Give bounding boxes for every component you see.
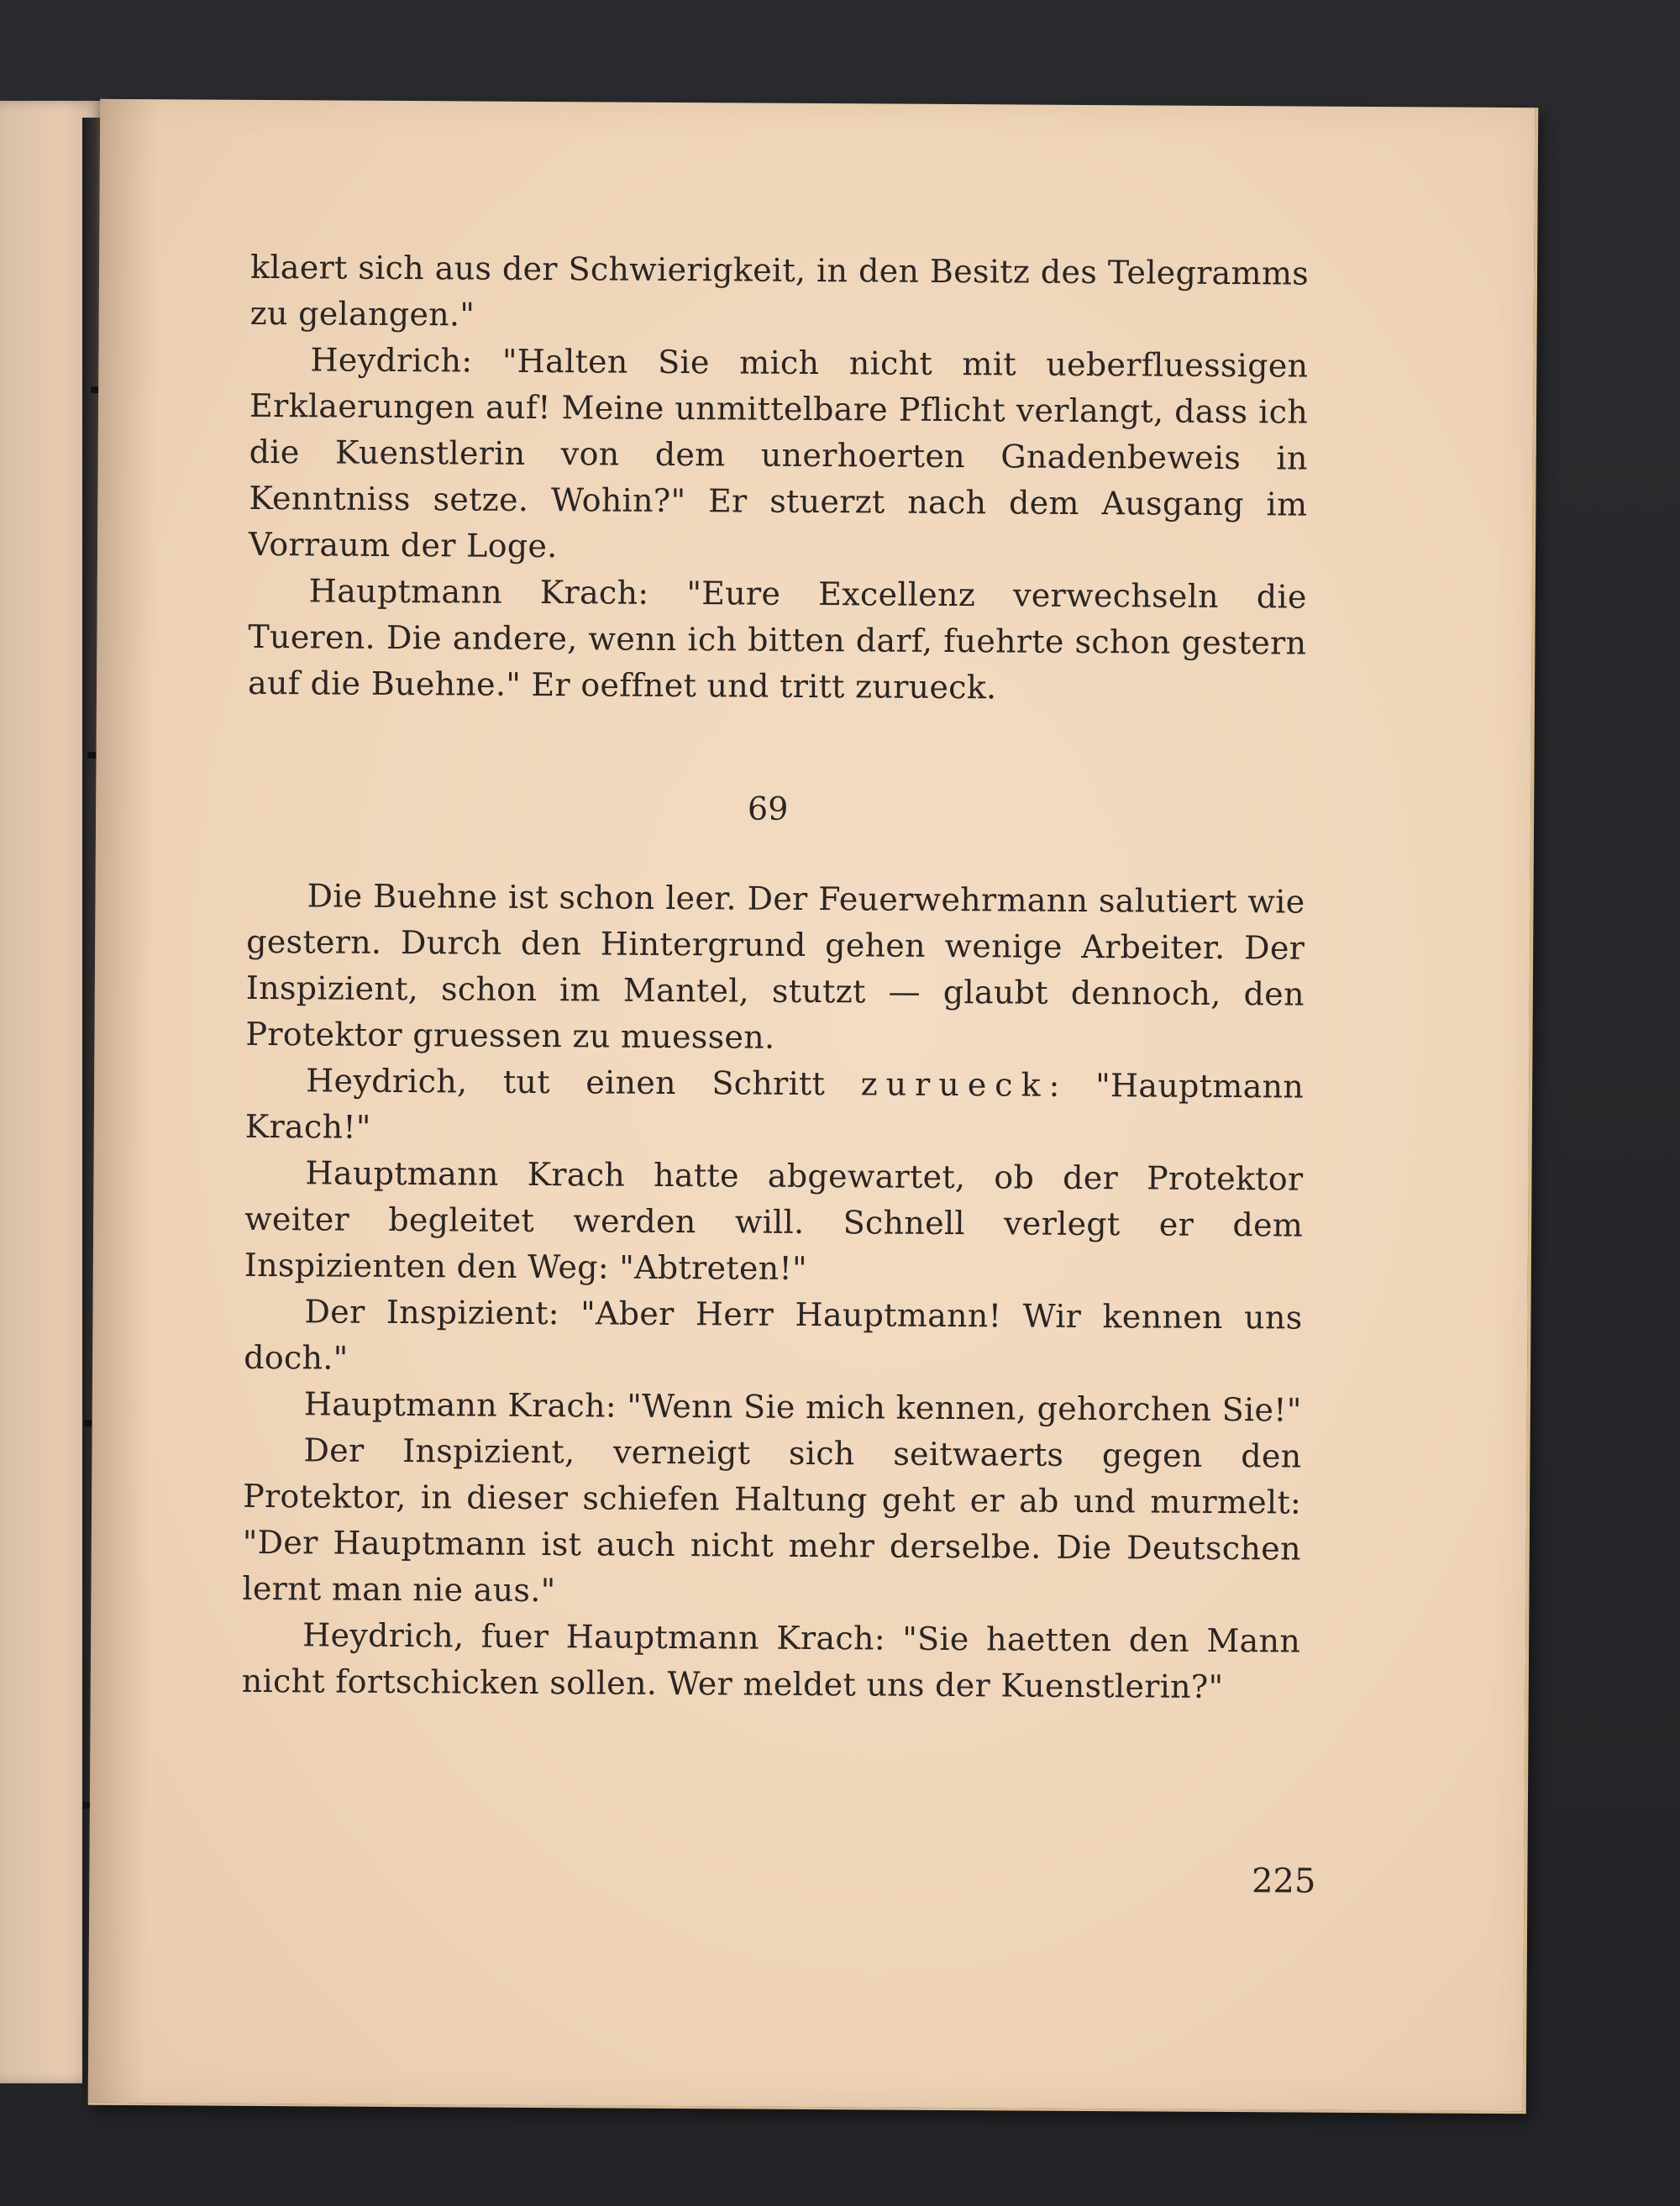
- paragraph: klaert sich aus der Schwierigkeit, in den Besitz des Telegramms zu gelangen.": [249, 248, 1310, 334]
- top-text-block: [248, 244, 1309, 713]
- paragraph-tail: : "Hauptmann Krach!": [244, 1066, 1305, 1146]
- page-number: 225: [1251, 1862, 1316, 1901]
- section-number: 69: [747, 790, 789, 827]
- paragraph: Hauptmann Krach: "Eure Excellenz verwechseln die Tueren. Die andere, wenn ich bitten darf, fuehrte schon gestern auf die Buehne." Er oeffnet und tritt zurueck.: [247, 572, 1307, 706]
- paragraph: Die Buehne ist schon leer. Der Feuerwehrmann salutiert wie gestern. Durch den Hintergrund gehen wenige Arbeiter. Der Inspizient, schon im Mantel, stutzt — glaubt dennoch, den Protektor gruessen zu muessen.: [245, 877, 1305, 1056]
- paragraph: Der Inspizient, verneigt sich seitwaerts gegen den Protektor, in dieser schiefen Haltung geht er ab und murmelt: "Der Hauptmann ist auch nicht mehr derselbe. Die Deutschen lernt man nie aus.": [242, 1431, 1302, 1610]
- paragraph: Hauptmann Krach: "Wenn Sie mich kennen, gehorchen Sie!": [303, 1385, 1302, 1429]
- paragraph: Hauptmann Krach hatte abgewartet, ob der Protektor weiter begleitet werden will. Schnell verlegt er dem Inspizienten den Weg: "Abtreten!": [244, 1154, 1304, 1287]
- bottom-text-block: [242, 873, 1305, 1711]
- paragraph-spaced-line: [245, 1058, 1305, 1157]
- paragraph-lead: Heydrich, tut einen Schritt: [306, 1062, 826, 1103]
- spaced-word: zurueck: [860, 1065, 1049, 1104]
- paragraph: Heydrich, fuer Hauptmann Krach: "Sie haetten den Mann nicht fortschicken sollen. Wer meldet uns der Kuenstlerin?": [241, 1616, 1301, 1705]
- page-inner-shadow: [88, 99, 160, 2103]
- paragraph: Heydrich: "Halten Sie mich nicht mit ueberfluessigen Erklaerungen auf! Meine unmittelbare Pflicht verlangt, dass ich die Kuenstlerin von dem unerhoerten Gnadenbeweis in Kenntniss setze. Wohin?" Er stuerzt nach dem Ausgang im Vorraum der Loge.: [248, 341, 1309, 565]
- paragraph: Der Inspizient: "Aber Herr Hauptmann! Wir kennen uns doch.": [244, 1293, 1303, 1377]
- book-page: [88, 99, 1539, 2114]
